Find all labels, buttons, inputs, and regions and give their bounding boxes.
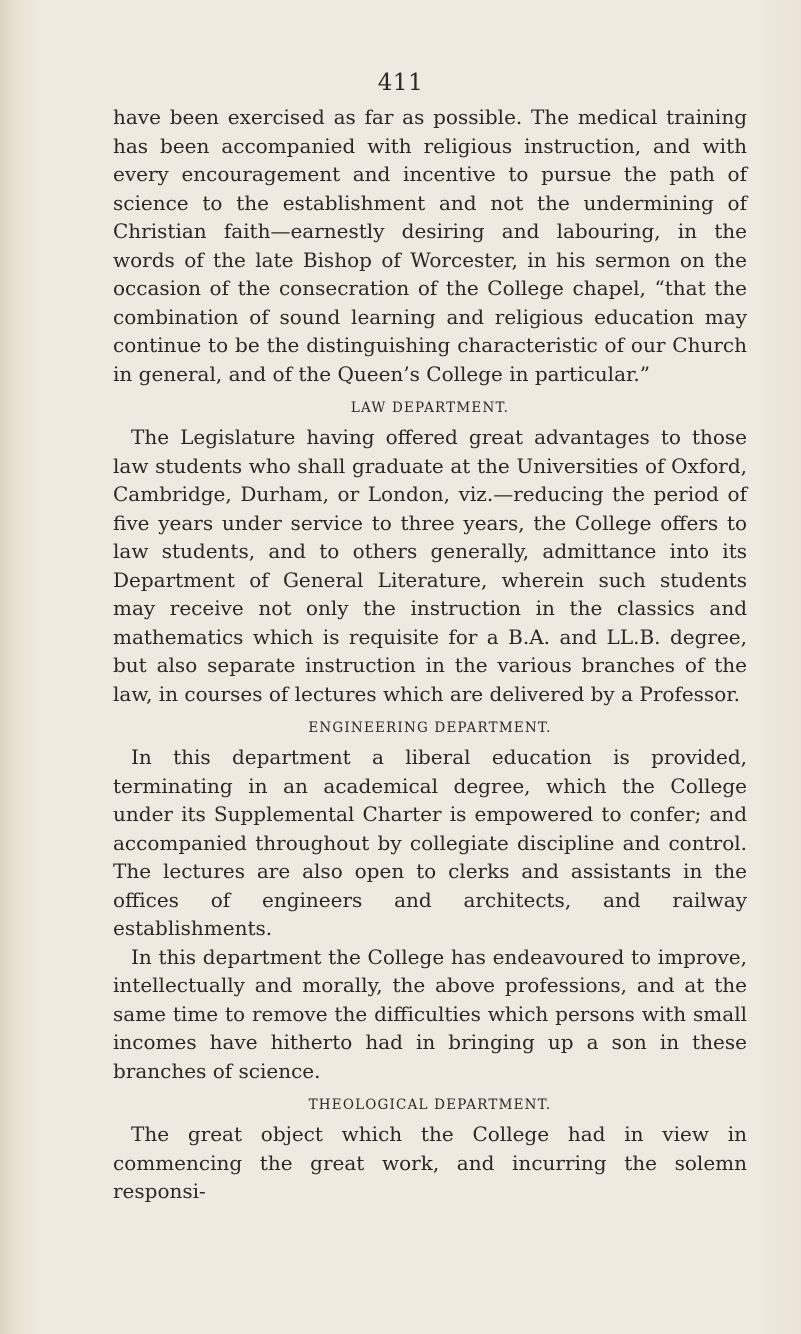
theological-department-paragraph: The great object which the College had in view in commencing the great work, and incurring the solemn responsi- [113, 1122, 747, 1203]
theological-department-heading: THEOLOGICAL DEPARTMENT. [308, 1097, 552, 1113]
law-department-heading: LAW DEPARTMENT. [350, 400, 510, 416]
law-department-paragraph: The Legislature having offered great advantages to those law students who shall graduate at the Universities of Oxford, Cambridge, Durham, or London, viz.—reducing the period of five years under service to three years, the College offers to law students, and to others generally, admittance into its Department of General Literature, wherein such students may receive not only the instruction in the classics and mathematics which is requisite for a B.A. and LL.B. degree, but also separate instruction in the various branches of the law, in courses of lectures which are delivered by a Professor. [113, 425, 747, 706]
engineering-department-paragraph-2: In this department the College has endeavoured to improve, intellectually and morally, the above professions, and at the same time to remove the difficulties which persons with small incomes have hitherto had in bringing up a son in these branches of science. [113, 944, 747, 1083]
page-number: 411 [377, 70, 424, 96]
intro-paragraph: have been exercised as far as possible. The medical training has been accompanied with religious instruction, and with every encouragement and incentive to pursue the path of science to the establishment and not the undermining of Christian faith—earnestly desiring and labouring, in the words of the late Bishop of Worcester, in his sermon on the occasion of the consecration of the College chapel, “that the combination of sound learning and religious education may continue to be the distinguishing characteristic of our Church in general, and of the Queen’s College in particular.” [113, 105, 747, 386]
engineering-department-heading: ENGINEERING DEPARTMENT. [308, 720, 552, 736]
body-text [113, 103, 747, 1206]
engineering-department-paragraph-1: In this department a liberal education is provided, terminating in an academical degree, which the College under its Supplemental Charter is empowered to confer; and accompanied throughout by collegiate discipline and control. The lectures are also open to clerks and assistants in the offices of engineers and architects, and railway establishments. [113, 745, 747, 940]
